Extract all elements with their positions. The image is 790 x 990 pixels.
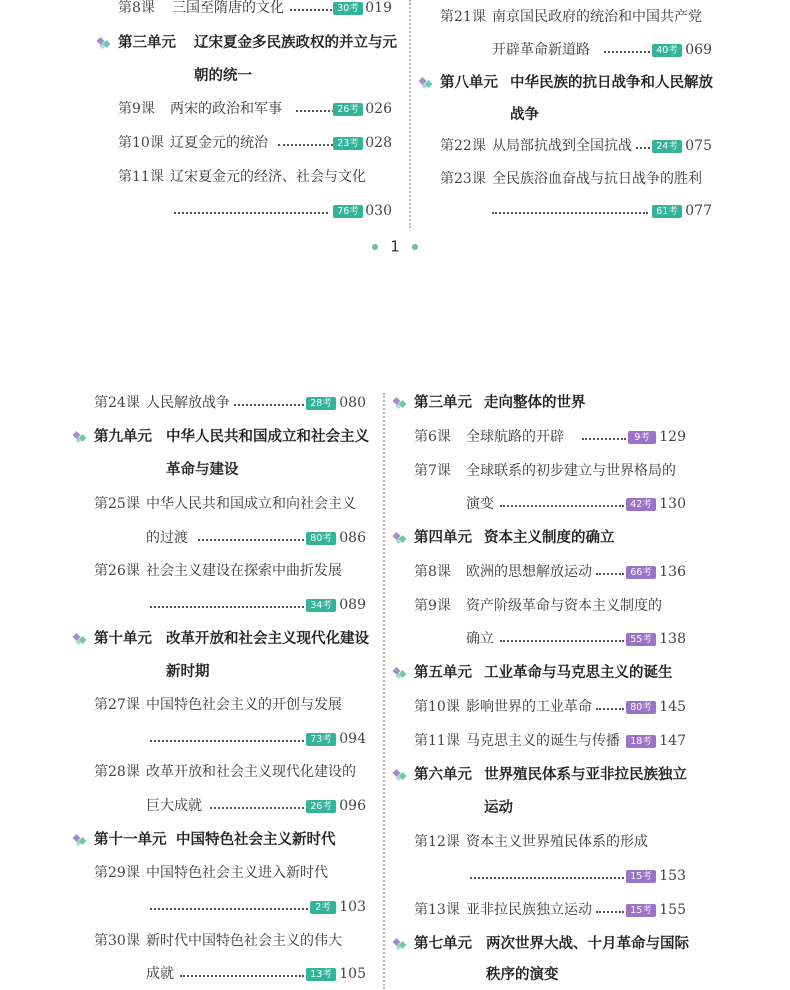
lesson-title: 资产阶级革命与资本主义制度的 bbox=[466, 598, 662, 614]
toc-unit-9[interactable] bbox=[94, 424, 369, 450]
unit-diamond-icon bbox=[70, 430, 90, 444]
page-number: 153 bbox=[659, 868, 686, 884]
lesson-number: 第21课 bbox=[440, 9, 486, 25]
toc-unit-7-continued bbox=[414, 962, 686, 988]
leader-dots bbox=[150, 726, 304, 752]
toc-lesson-26[interactable] bbox=[94, 558, 366, 584]
toc-lesson-27-continued bbox=[94, 726, 366, 752]
toc-top-right bbox=[440, 0, 712, 226]
unit-number: 第八单元 bbox=[440, 75, 498, 91]
leader-dots bbox=[596, 694, 624, 720]
unit-diamond-icon bbox=[390, 396, 410, 410]
lesson-number: 第11课 bbox=[414, 733, 460, 749]
toc-lesson-21[interactable] bbox=[440, 4, 712, 30]
lesson-number: 第28课 bbox=[94, 764, 140, 780]
toc-bottom-right bbox=[414, 390, 689, 990]
unit-title-line2: 运动 bbox=[484, 800, 513, 816]
page-number: 086 bbox=[339, 530, 366, 546]
leader-dots bbox=[296, 96, 334, 122]
exam-count-badge: 24考 bbox=[652, 140, 682, 153]
exam-count-badge: 2考 bbox=[310, 901, 336, 914]
toc-lesson-13[interactable] bbox=[414, 897, 686, 923]
toc-lesson-11-world[interactable] bbox=[414, 728, 686, 754]
toc-unit-10[interactable] bbox=[94, 626, 369, 652]
lesson-number: 第10课 bbox=[118, 135, 164, 151]
toc-lesson-9-world[interactable] bbox=[414, 593, 686, 619]
page-number: 147 bbox=[659, 733, 686, 749]
toc-bottom-left bbox=[94, 390, 369, 990]
page-number: 155 bbox=[659, 902, 686, 918]
page-number: 075 bbox=[685, 138, 712, 154]
toc-unit-6-continued bbox=[414, 795, 686, 821]
leader-dots bbox=[596, 897, 624, 923]
unit-number: 第十单元 bbox=[94, 631, 152, 647]
toc-lesson-9-world-continued bbox=[414, 626, 686, 652]
page-indicator-number: 1 bbox=[390, 237, 400, 256]
toc-unit-8-continued bbox=[440, 102, 712, 128]
page-indicator bbox=[0, 236, 790, 256]
unit-diamond-icon bbox=[390, 937, 410, 951]
page-number: 094 bbox=[339, 731, 366, 747]
page-number: 096 bbox=[339, 798, 366, 814]
lesson-number: 第23课 bbox=[440, 171, 486, 187]
exam-count-badge: 61考 bbox=[652, 205, 682, 218]
toc-lesson-28-continued bbox=[94, 793, 366, 819]
leader-dots bbox=[500, 626, 624, 652]
toc-lesson-28[interactable] bbox=[94, 759, 366, 785]
leader-dots bbox=[596, 559, 624, 585]
unit-title-line2: 秩序的演变 bbox=[486, 967, 559, 983]
lesson-title-line2: 成就 bbox=[146, 966, 174, 982]
lesson-number: 第22课 bbox=[440, 138, 486, 154]
unit-title: 工业革命与马克思主义的诞生 bbox=[484, 665, 673, 681]
toc-lesson-30[interactable] bbox=[94, 928, 366, 954]
exam-count-badge: 15考 bbox=[626, 904, 656, 917]
unit-number: 第四单元 bbox=[414, 530, 472, 546]
lesson-title: 三国至隋唐的文化 bbox=[172, 0, 284, 16]
toc-lesson-8-world[interactable] bbox=[414, 559, 686, 585]
lesson-number: 第9课 bbox=[118, 101, 155, 117]
unit-title: 两次世界大战、十月革命与国际 bbox=[486, 936, 689, 952]
lesson-number: 第30课 bbox=[94, 933, 140, 949]
lesson-title: 全民族浴血奋战与抗日战争的胜利 bbox=[492, 171, 702, 187]
toc-lesson-25-continued bbox=[94, 525, 366, 551]
lesson-number: 第26课 bbox=[94, 563, 140, 579]
unit-title-line2: 朝的统一 bbox=[194, 68, 252, 84]
lesson-number: 第7课 bbox=[414, 463, 451, 479]
lesson-number: 第11课 bbox=[118, 169, 164, 185]
toc-lesson-11[interactable] bbox=[118, 164, 392, 190]
leader-dots bbox=[500, 491, 624, 517]
unit-title: 世界殖民体系与亚非拉民族独立 bbox=[484, 767, 687, 783]
toc-lesson-12-continued bbox=[414, 863, 686, 889]
column-divider bbox=[409, 0, 411, 228]
toc-lesson-10-world[interactable] bbox=[414, 694, 686, 720]
lesson-title-line2: 开辟革命新道路 bbox=[492, 42, 590, 58]
page-number: 136 bbox=[659, 564, 686, 580]
toc-lesson-29-continued bbox=[94, 894, 366, 920]
lesson-title: 中国特色社会主义的开创与发展 bbox=[146, 697, 342, 713]
page-dot-left bbox=[372, 244, 378, 250]
lesson-title: 新时代中国特色社会主义的伟大 bbox=[146, 933, 342, 949]
leader-dots bbox=[278, 130, 333, 156]
leader-dots bbox=[234, 390, 304, 416]
unit-number: 第三单元 bbox=[414, 395, 472, 411]
leader-dots bbox=[492, 198, 648, 224]
exam-count-badge: 28考 bbox=[306, 397, 336, 410]
lesson-title: 中国特色社会主义进入新时代 bbox=[146, 865, 328, 881]
column-divider bbox=[383, 393, 385, 989]
exam-count-badge: 80考 bbox=[306, 532, 336, 545]
toc-unit-8[interactable] bbox=[440, 70, 712, 96]
unit-title: 改革开放和社会主义现代化建设 bbox=[166, 631, 369, 647]
toc-unit-4[interactable] bbox=[414, 525, 686, 551]
exam-count-badge: 76考 bbox=[333, 205, 363, 218]
unit-title: 中华人民共和国成立和社会主义 bbox=[166, 429, 369, 445]
unit-title: 走向整体的世界 bbox=[484, 395, 586, 411]
page-number: 069 bbox=[685, 42, 712, 58]
leader-dots bbox=[150, 894, 308, 920]
lesson-number: 第25课 bbox=[94, 496, 140, 512]
toc-lesson-23-continued bbox=[440, 198, 712, 224]
unit-number: 第三单元 bbox=[118, 35, 176, 51]
toc-lesson-7[interactable] bbox=[414, 458, 686, 484]
toc-lesson-11-continued bbox=[118, 198, 392, 224]
unit-number: 第十一单元 bbox=[94, 832, 167, 848]
unit-title: 中国特色社会主义新时代 bbox=[176, 832, 336, 848]
lesson-number: 第13课 bbox=[414, 902, 460, 918]
exam-count-badge: 18考 bbox=[626, 735, 656, 748]
toc-unit-3-continued bbox=[118, 63, 392, 89]
unit-title-line2: 新时期 bbox=[166, 664, 210, 680]
lesson-number: 第6课 bbox=[414, 429, 451, 445]
lesson-number: 第8课 bbox=[414, 564, 451, 580]
page-number: 138 bbox=[659, 631, 686, 647]
toc-unit-6[interactable] bbox=[414, 762, 686, 788]
lesson-number: 第8课 bbox=[118, 0, 155, 16]
lesson-title: 两宋的政治和军事 bbox=[170, 101, 282, 117]
unit-diamond-icon bbox=[94, 36, 114, 50]
exam-count-badge: 40考 bbox=[652, 44, 682, 57]
unit-number: 第九单元 bbox=[94, 429, 152, 445]
lesson-number: 第10课 bbox=[414, 699, 460, 715]
toc-unit-7[interactable] bbox=[414, 931, 689, 957]
leader-dots bbox=[636, 133, 650, 159]
unit-title-line2: 革命与建设 bbox=[166, 462, 239, 478]
page-number: 130 bbox=[659, 496, 686, 512]
toc-lesson-25[interactable] bbox=[94, 491, 366, 517]
toc-lesson-26-continued bbox=[94, 592, 366, 618]
lesson-title-line2: 演变 bbox=[466, 496, 494, 512]
exam-count-badge: 42考 bbox=[626, 498, 656, 511]
toc-lesson-22[interactable] bbox=[440, 133, 712, 159]
lesson-number: 第27课 bbox=[94, 697, 140, 713]
lesson-title: 亚非拉民族独立运动 bbox=[466, 902, 592, 918]
toc-unit-5[interactable] bbox=[414, 660, 686, 686]
toc-lesson-6[interactable] bbox=[414, 424, 686, 450]
leader-dots bbox=[210, 793, 304, 819]
page-number: 030 bbox=[365, 203, 392, 219]
unit-title-line2: 战争 bbox=[510, 107, 539, 123]
leader-dots bbox=[174, 198, 328, 224]
unit-diamond-icon bbox=[390, 666, 410, 680]
toc-lesson-27[interactable] bbox=[94, 692, 366, 718]
exam-count-badge: 13考 bbox=[306, 968, 336, 981]
exam-count-badge: 73考 bbox=[306, 733, 336, 746]
lesson-number: 第29课 bbox=[94, 865, 140, 881]
page-number: 028 bbox=[365, 135, 392, 151]
page-number: 105 bbox=[339, 966, 366, 982]
page-number: 026 bbox=[365, 101, 392, 117]
exam-count-badge: 66考 bbox=[626, 566, 656, 579]
unit-diamond-icon bbox=[416, 76, 436, 90]
toc-unit-9-continued bbox=[94, 457, 366, 483]
unit-title: 辽宋夏金多民族政权的并立与元 bbox=[194, 35, 397, 51]
exam-count-badge: 80考 bbox=[626, 701, 656, 714]
lesson-number: 第9课 bbox=[414, 598, 451, 614]
unit-diamond-icon bbox=[70, 833, 90, 847]
page-dot-right bbox=[412, 244, 418, 250]
lesson-title: 影响世界的工业革命 bbox=[466, 699, 592, 715]
lesson-number: 第24课 bbox=[94, 395, 140, 411]
exam-count-badge: 55考 bbox=[626, 633, 656, 646]
lesson-title-line2: 的过渡 bbox=[146, 530, 188, 546]
page-number: 103 bbox=[339, 899, 366, 915]
toc-unit-3-world[interactable] bbox=[414, 390, 686, 416]
lesson-number: 第12课 bbox=[414, 834, 460, 850]
page-number: 129 bbox=[659, 429, 686, 445]
unit-number: 第七单元 bbox=[414, 936, 472, 952]
lesson-title: 马克思主义的诞生与传播 bbox=[466, 733, 620, 749]
toc-lesson-29[interactable] bbox=[94, 860, 366, 886]
lesson-title: 中华人民共和国成立和向社会主义 bbox=[146, 496, 356, 512]
lesson-title: 辽宋夏金元的经济、社会与文化 bbox=[170, 169, 366, 185]
page-number: 077 bbox=[685, 203, 712, 219]
exam-count-badge: 15考 bbox=[626, 870, 656, 883]
lesson-title: 南京国民政府的统治和中国共产党 bbox=[492, 9, 702, 25]
leader-dots bbox=[180, 961, 304, 987]
toc-lesson-12[interactable] bbox=[414, 829, 686, 855]
toc-lesson-9[interactable] bbox=[118, 96, 392, 122]
toc-unit-10-continued bbox=[94, 659, 366, 685]
exam-count-badge: 30考 bbox=[333, 2, 363, 15]
exam-count-badge: 26考 bbox=[306, 800, 336, 813]
leader-dots bbox=[604, 37, 650, 63]
unit-diamond-icon bbox=[390, 768, 410, 782]
page-number: 019 bbox=[365, 0, 392, 16]
leader-dots bbox=[470, 863, 624, 889]
lesson-title: 从局部抗战到全国抗战 bbox=[492, 138, 632, 154]
page-number: 080 bbox=[339, 395, 366, 411]
lesson-title-line2: 巨大成就 bbox=[146, 798, 202, 814]
toc-unit-11[interactable] bbox=[94, 827, 366, 853]
toc-lesson-7-continued bbox=[414, 491, 686, 517]
unit-number: 第六单元 bbox=[414, 767, 472, 783]
exam-count-badge: 34考 bbox=[306, 599, 336, 612]
toc-top-left bbox=[118, 0, 397, 226]
leader-dots bbox=[582, 424, 626, 450]
toc-lesson-21-continued bbox=[440, 37, 712, 63]
lesson-title: 全球航路的开辟 bbox=[466, 429, 564, 445]
lesson-title: 全球联系的初步建立与世界格局的 bbox=[466, 463, 676, 479]
toc-unit-3[interactable] bbox=[118, 30, 397, 56]
leader-dots bbox=[150, 592, 304, 618]
toc-lesson-30-continued bbox=[94, 961, 366, 987]
unit-number: 第五单元 bbox=[414, 665, 472, 681]
exam-count-badge: 26考 bbox=[333, 103, 363, 116]
unit-title: 资本主义制度的确立 bbox=[484, 530, 615, 546]
lesson-title: 欧洲的思想解放运动 bbox=[466, 564, 592, 580]
unit-title: 中华民族的抗日战争和人民解放 bbox=[510, 75, 713, 91]
page-number: 089 bbox=[339, 597, 366, 613]
page-number: 145 bbox=[659, 699, 686, 715]
unit-diamond-icon bbox=[390, 531, 410, 545]
lesson-title: 改革开放和社会主义现代化建设的 bbox=[146, 764, 356, 780]
lesson-title: 社会主义建设在探索中曲折发展 bbox=[146, 563, 342, 579]
leader-dots bbox=[198, 525, 304, 551]
exam-count-badge: 23考 bbox=[333, 137, 363, 150]
lesson-title-line2: 确立 bbox=[466, 631, 494, 647]
lesson-title: 辽夏金元的统治 bbox=[170, 135, 268, 151]
lesson-title: 人民解放战争 bbox=[146, 395, 230, 411]
toc-lesson-8[interactable] bbox=[118, 0, 392, 21]
lesson-title: 资本主义世界殖民体系的形成 bbox=[466, 834, 648, 850]
toc-lesson-10[interactable] bbox=[118, 130, 392, 156]
toc-lesson-23[interactable] bbox=[440, 166, 712, 192]
unit-diamond-icon bbox=[70, 632, 90, 646]
toc-lesson-24[interactable] bbox=[94, 390, 366, 416]
exam-count-badge: 9考 bbox=[628, 431, 656, 444]
